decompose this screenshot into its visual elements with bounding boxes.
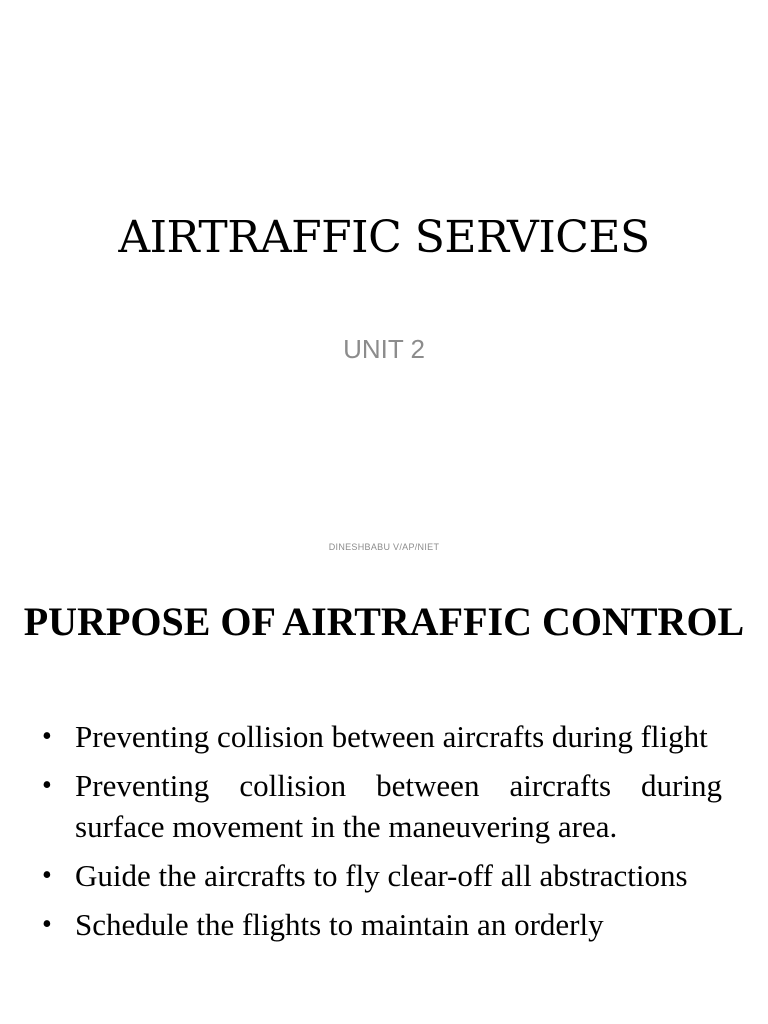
- slide-footer: DINESHBABU V/AP/NIET: [328, 542, 440, 552]
- bullet-icon: •: [42, 721, 52, 752]
- bullet-icon: •: [42, 860, 52, 891]
- bullet-text: Guide the aircrafts to fly clear-off all abstractions: [75, 858, 688, 893]
- bullet-text: Schedule the flights to maintain an orderly: [75, 907, 604, 942]
- bullet-item: [40, 765, 722, 847]
- slide-title: AIRTRAFFIC SERVICES: [118, 212, 650, 263]
- bullet-item: [40, 716, 722, 757]
- bullet-text: Preventing collision between aircrafts during flight: [75, 719, 708, 754]
- bullet-list: [40, 716, 722, 953]
- bullet-icon: •: [42, 770, 52, 801]
- slide-subtitle: UNIT 2: [343, 334, 425, 364]
- bullet-text: Preventing collision between aircrafts during surface movement in the maneuvering area.: [75, 768, 722, 844]
- content-slide-title: PURPOSE OF AIRTRAFFIC CONTROL: [23, 599, 745, 644]
- bullet-item: [40, 855, 722, 896]
- bullet-icon: •: [42, 909, 52, 940]
- content-slide: [0, 576, 768, 1024]
- bullet-item: [40, 904, 722, 945]
